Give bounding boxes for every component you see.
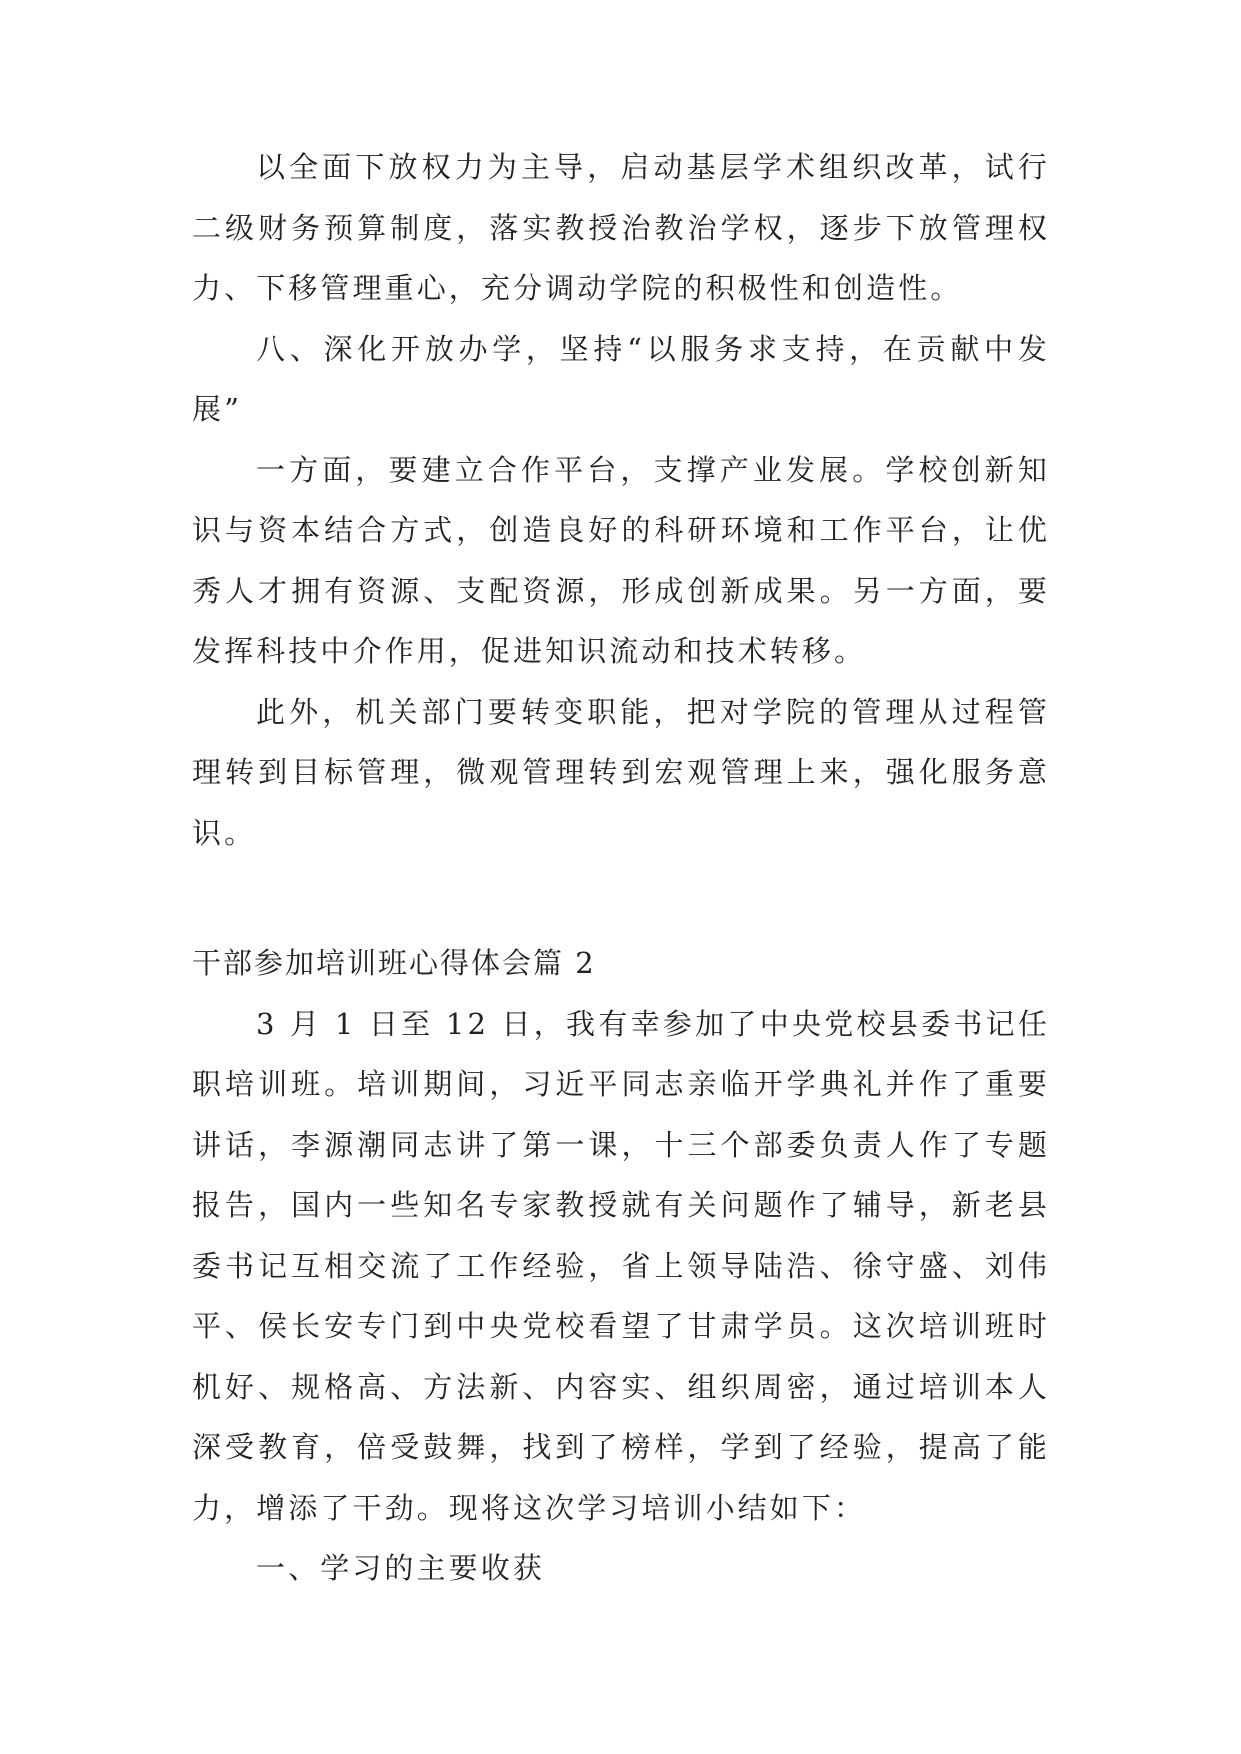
paragraph-cooperation-platform: 一方面，要建立合作平台，支撑产业发展。学校创新知识与资本结合方式，创造良好的科研环境和工作平台，让优秀人才拥有资源、支配资源，形成创新成果。另一方面，要发挥科技中介作用，促进知识流动和技术转移。 (192, 452, 1050, 668)
paragraph-decentralization: 以全面下放权力为主导，启动基层学术组织改革，试行二级财务预算制度，落实教授治教治学权，逐步下放管理权力、下移管理重心，充分调动学院的积极性和创造性。 (192, 150, 1050, 305)
document-body (192, 137, 1050, 1599)
section-gap (192, 863, 1050, 897)
article-title: 干部参加培训班心得体会篇 2 (192, 946, 596, 980)
section-heading-eight: 八、深化开放办学，坚持“以服务求支持，在贡献中发展” (192, 331, 1050, 426)
paragraph-training-intro: 3 月 1 日至 12 日，我有幸参加了中央党校县委书记任职培训班。培训期间，习近平同志亲临开学典礼并作了重要讲话，李源潮同志讲了第一课，十三个部委负责人作了专题报告，国内一些知名专家教授就有关问题作了辅导，新老县委书记互相交流了工作经验，省上领导陆浩、徐守盛、刘伟平、侯长安专门到中央党校看望了甘肃学员。这次培训班时机好、规格高、方法新、内容实、组织周密，通过培训本人深受教育，倍受鼓舞，找到了榜样，学到了经验，提高了能力，增添了干劲。现将这次学习培训小结如下： (192, 1006, 1050, 1525)
section-heading-one: 一、学习的主要收获 (256, 1551, 545, 1585)
paragraph-department-functions: 此外，机关部门要转变职能，把对学院的管理从过程管理转到目标管理，微观管理转到宏观管理上来，强化服务意识。 (192, 694, 1050, 850)
